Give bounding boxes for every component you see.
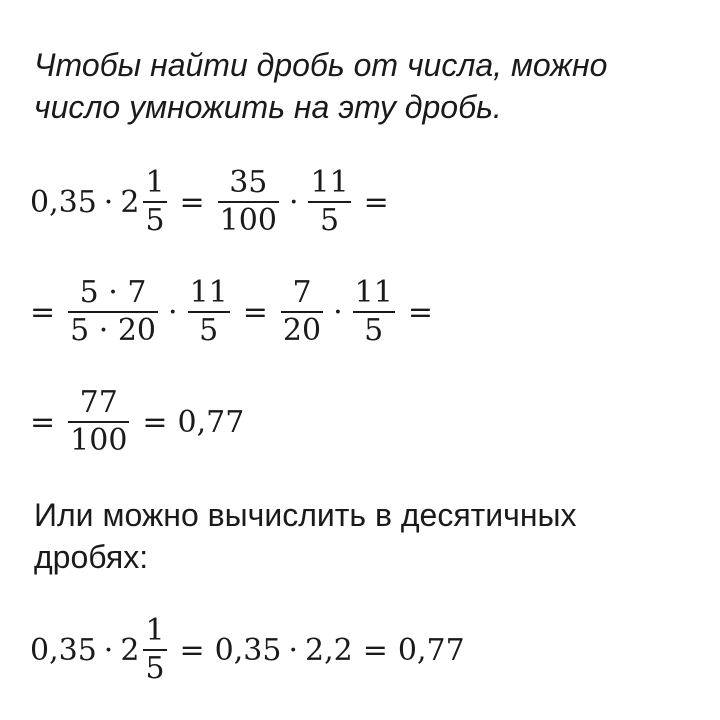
outro-line-1: Или можно вычислить в десятичных	[34, 497, 577, 533]
equals-sign: =	[407, 294, 433, 330]
fraction-numerator: 1	[145, 165, 165, 201]
intro-text	[34, 44, 607, 128]
fraction-numerator: 77	[79, 385, 118, 421]
mixed-whole: 2	[120, 184, 140, 220]
mixed-number	[120, 613, 169, 687]
mixed-whole: 2	[120, 632, 140, 668]
equals-sign: =	[242, 294, 268, 330]
equation-line-1	[30, 160, 399, 244]
equals-sign: =	[179, 632, 205, 668]
result-value: 0,77	[177, 404, 245, 440]
mixed-fraction	[143, 613, 166, 687]
multiply-sign: ·	[288, 184, 299, 220]
fraction	[218, 165, 279, 239]
decimal-value: 2,2	[305, 632, 353, 668]
fraction-denominator: 100	[219, 202, 277, 238]
fraction-numerator: 11	[354, 275, 393, 311]
outro-line-2: дробях:	[34, 539, 149, 575]
mixed-fraction	[143, 165, 166, 239]
result-value: 0,77	[397, 632, 465, 668]
equals-sign: =	[30, 404, 56, 440]
fraction-numerator: 11	[189, 275, 228, 311]
multiply-sign: ·	[103, 184, 114, 220]
outro-text	[34, 494, 577, 578]
equals-sign: =	[179, 184, 205, 220]
decimal-value: 0,35	[30, 632, 97, 668]
fraction-denominator: 5	[320, 202, 340, 238]
equation-line-4	[30, 608, 465, 692]
equation-line-3	[30, 380, 244, 464]
fraction	[68, 275, 158, 349]
fraction-numerator: 11	[310, 165, 349, 201]
fraction-denominator: 5	[145, 202, 165, 238]
fraction-denominator: 5 · 20	[70, 312, 157, 348]
equals-sign: =	[362, 632, 388, 668]
fraction-numerator: 7	[292, 275, 312, 311]
fraction-denominator: 100	[70, 422, 128, 458]
equals-sign: =	[30, 294, 56, 330]
fraction-numerator: 1	[145, 613, 165, 649]
mixed-number	[120, 165, 169, 239]
fraction-denominator: 20	[282, 312, 322, 348]
fraction-numerator: 35	[229, 165, 268, 201]
equals-sign: =	[363, 184, 389, 220]
fraction	[353, 275, 395, 349]
fraction	[281, 275, 323, 349]
fraction-denominator: 5	[145, 650, 165, 686]
multiply-sign: ·	[333, 294, 343, 330]
equation-line-2	[30, 270, 443, 354]
fraction	[188, 275, 230, 349]
multiply-sign: ·	[288, 632, 299, 668]
fraction	[68, 385, 129, 459]
fraction	[308, 165, 350, 239]
intro-line-1: Чтобы найти дробь от числа, можно	[34, 47, 608, 83]
fraction-denominator: 5	[199, 312, 219, 348]
intro-line-2: число умножить на эту дробь.	[34, 89, 502, 125]
multiply-sign: ·	[168, 294, 178, 330]
decimal-value: 0,35	[30, 184, 97, 220]
decimal-value: 0,35	[214, 632, 282, 668]
equals-sign: =	[142, 404, 168, 440]
fraction-denominator: 5	[364, 312, 384, 348]
multiply-sign: ·	[103, 632, 114, 668]
fraction-numerator: 5 · 7	[79, 275, 147, 311]
